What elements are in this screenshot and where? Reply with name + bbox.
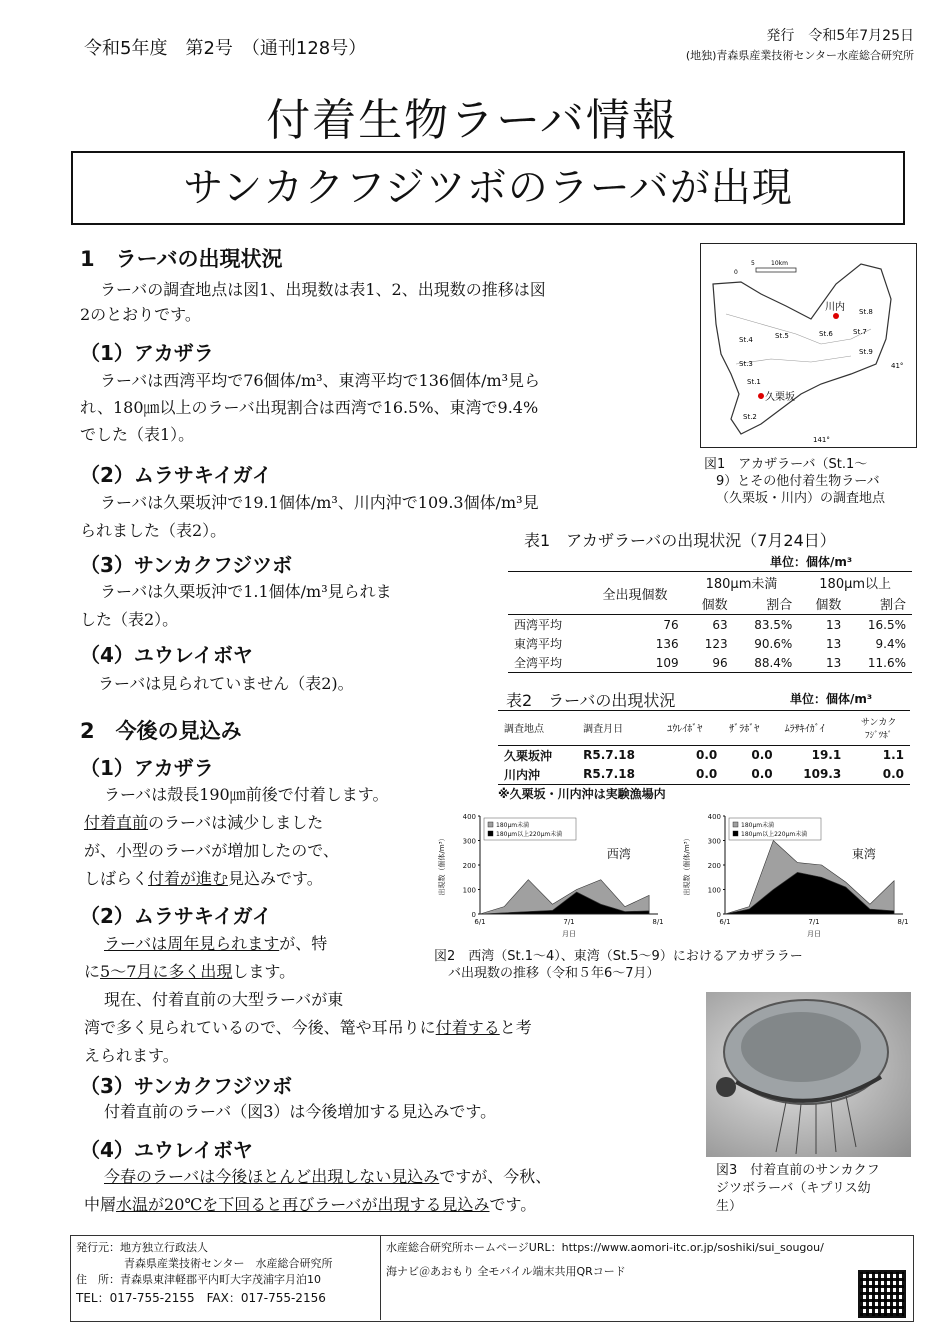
footer-links [386, 1240, 906, 1280]
cell: 83.5% [754, 617, 793, 632]
sec1-akazara-heading: （1）アカザラ [80, 341, 214, 365]
caption-line: 生） [716, 1199, 743, 1214]
y-tick-label: 400 [462, 813, 476, 821]
sec2-mussel-heading: （2）ムラサキイガイ [80, 904, 272, 928]
station-label: St.8 [859, 308, 873, 316]
x-tick-label: 6/1 [719, 918, 731, 926]
table-row [508, 615, 912, 635]
cell: 136 [655, 636, 679, 651]
footer-divider [380, 1235, 381, 1320]
y-tick-label: 200 [462, 862, 476, 870]
x-tick-label: 8/1 [652, 918, 664, 926]
station-label: St.3 [739, 360, 753, 368]
text-line [84, 1191, 704, 1219]
cell: 1.1 [882, 748, 904, 762]
legend-label: 180μm未満 [496, 822, 530, 829]
legend-swatch [733, 831, 738, 836]
col-header: ﾕｳﾚｲﾎﾞﾔ [667, 724, 703, 736]
underlined-text: 今春のラーバは今後ほとんど出現しない見込み [104, 1167, 440, 1186]
caption-line: 9）とその他付着生物ラーバ [716, 474, 880, 489]
station-label: St.9 [859, 348, 873, 356]
col-count: 個数 [701, 598, 728, 613]
legend-swatch [488, 831, 493, 836]
y-tick-label: 100 [707, 886, 721, 895]
underlined-text: 付着する [435, 1018, 500, 1037]
text-line [84, 809, 484, 837]
cell: 19.1 [811, 748, 842, 762]
table-2-grid [498, 711, 910, 784]
cell: 76 [663, 617, 679, 632]
cell: 13 [826, 636, 842, 651]
col-ratio: 割合 [766, 598, 793, 613]
text-span: です。 [489, 1195, 537, 1214]
footer-line: 発行元：地方独立行政法人 [76, 1241, 208, 1254]
footer-line: TEL：017-755-2155 FAX：017-755-2156 [76, 1291, 326, 1305]
table-1 [508, 571, 912, 673]
cell: 久栗坂沖 [504, 748, 553, 763]
sec1-barnacle-text [80, 578, 500, 634]
caption-line: ジツボラーバ（キプリス幼 [716, 1181, 871, 1196]
kawauchi-marker [833, 313, 839, 319]
text-span: に [84, 962, 101, 981]
footer-line: 青森県産業技術センター 水産総合研究所 [124, 1257, 333, 1270]
x-tick-label: 7/1 [563, 918, 575, 926]
y-tick-label: 0 [716, 911, 721, 919]
text-span: 見込みです。 [228, 869, 323, 888]
station-label: St.7 [853, 328, 867, 336]
y-tick-label: 200 [707, 862, 721, 870]
cell: 0.0 [751, 748, 773, 762]
sec1-mussel-heading: （2）ムラサキイガイ [80, 463, 272, 487]
sec2-akazara-text [84, 781, 484, 893]
figure-3-caption [716, 1162, 911, 1216]
place-label-kuriyazaka: 久栗坂 [765, 392, 795, 403]
x-axis-label: 月日 [562, 930, 576, 938]
col-header: ﾑﾗｻｷｲｶﾞｲ [784, 724, 825, 736]
publication-date: 発行 令和5年7月25日 [766, 28, 914, 44]
kuriyazaka-marker [758, 393, 764, 399]
longitude-label: 141° [813, 436, 830, 444]
cell: 0.0 [695, 767, 718, 781]
sec2-barnacle-text: 付着直前のラーバ（図3）は今後増加する見込みです。 [104, 1102, 497, 1121]
text-span: 中層 [84, 1195, 117, 1214]
table-2-title: 表2 ラーバの出現状況 [506, 691, 676, 710]
intro-line-2: 2のとおりです。 [80, 305, 201, 324]
caption-line: バ出現数の推移（令和５年6～7月） [448, 966, 660, 981]
cell: 109 [655, 655, 679, 670]
latitude-label: 41° [891, 362, 904, 370]
row-label: 全湾平均 [514, 656, 563, 670]
qr-label: 海ナビ＠あおもり 全モバイル端末共用QRコード [386, 1265, 626, 1278]
col-large: 180μm以上 [819, 577, 892, 592]
underlined-text: 5～7月に多く出現 [100, 962, 233, 981]
chart-title: 西湾 [606, 847, 631, 861]
table-row [508, 634, 912, 653]
cell: R5.7.18 [583, 748, 635, 762]
text-span: のラーバは減少しました [148, 813, 324, 832]
cell: 9.4% [875, 636, 906, 651]
caption-line: 図2 西湾（St.1～4）、東湾（St.5～9）におけるアカザララー [434, 949, 803, 964]
col-header: ｻﾞﾗﾎﾞﾔ [729, 724, 760, 736]
text-line: した（表2）。 [80, 610, 179, 629]
cell: 123 [704, 636, 728, 651]
cell: R5.7.18 [583, 767, 635, 781]
table-1-grid [508, 572, 912, 672]
station-label: St.2 [743, 413, 757, 421]
y-tick-label: 400 [707, 813, 721, 821]
cell: 0.0 [751, 767, 773, 781]
col-ratio: 割合 [879, 598, 906, 613]
table-row [498, 745, 910, 765]
caption-line: 図3 付着直前のサンカクフ [716, 1163, 880, 1178]
figure-1-map [700, 243, 917, 448]
col-header: サンカク ﾌｼﾞﾂﾎﾞ [860, 717, 897, 741]
col-small: 180μm未満 [705, 577, 778, 592]
table-1-unit: 単位：個体/m³ [770, 555, 853, 569]
chart-east-bay [675, 808, 915, 943]
text-line: ラーバは久栗坂沖で1.1個体/m³見られま [100, 582, 392, 601]
table-subheader-row [508, 593, 912, 615]
cell: 13 [826, 655, 842, 670]
col-total: 全出現個数 [602, 587, 668, 603]
station-label: St.6 [819, 330, 833, 338]
footer-publisher [76, 1240, 333, 1306]
qr-code-icon[interactable] [858, 1270, 906, 1318]
figure-3-photo [706, 992, 911, 1157]
intro-line-1: ラーバの調査地点は図1、出現数は表1、2、出現数の推移は図 [100, 280, 546, 299]
text-span: と考 [499, 1018, 532, 1037]
cell: 0.0 [882, 767, 904, 781]
text-span: します。 [232, 962, 296, 981]
caption-line: （久栗坂・川内）の調査地点 [716, 491, 886, 506]
subtitle: サンカクフジツボのラーバが出現 [183, 165, 793, 211]
text-line: えられます。 [84, 1046, 179, 1065]
x-tick-label: 6/1 [474, 918, 486, 926]
caption-line: 図1 アカザラーバ（St.1～ [704, 457, 868, 472]
section-1-intro [80, 277, 700, 327]
sec2-ascidian-heading: （4）ユウレイボヤ [80, 1138, 253, 1162]
station-label: St.5 [775, 332, 789, 340]
underlined-text: 水温が20℃を下回ると再びラーバが出現する見込み [116, 1195, 490, 1214]
x-tick-label: 7/1 [808, 918, 820, 926]
row-label: 西湾平均 [514, 618, 563, 632]
text-line: 現在、付着直前の大型ラーバが東 [104, 990, 344, 1009]
table-header-row [498, 711, 910, 745]
cypris-larva-image [706, 992, 911, 1157]
text-line [84, 865, 484, 893]
publication-info [686, 26, 914, 66]
cell: 16.5% [867, 617, 906, 632]
text-line: ラーバは殻長190㎛前後で付着します。 [104, 785, 389, 804]
figure-2-caption [434, 948, 914, 982]
place-label-kawauchi: 川内 [825, 302, 845, 313]
legend-label: 180μm以上220μm未満 [496, 831, 563, 838]
cell: 109.3 [803, 767, 842, 781]
cell: 90.6% [754, 636, 793, 651]
subtitle-box [71, 151, 905, 225]
figure-1-caption [704, 456, 919, 507]
table-row [498, 765, 910, 784]
col-count: 個数 [815, 598, 842, 613]
scale-label: 10km [771, 260, 788, 267]
text-span: 湾で多く見られているので、今後、篭や耳吊りに [84, 1018, 436, 1037]
footer-line: 住 所：青森県東津軽郡平内町大字茂浦字月泊10 [76, 1273, 321, 1286]
underlined-text: ラーバは周年見られます [104, 934, 280, 953]
table-2 [498, 710, 910, 785]
row-label: 東湾平均 [514, 637, 563, 651]
y-axis-label: 出現数（個体/m³） [683, 834, 691, 896]
sec2-ascidian-text [84, 1163, 704, 1219]
station-label: St.4 [739, 336, 753, 344]
issue-number: 令和5年度 第2号 （通刊128号） [84, 38, 367, 59]
text-line: れ、180㎛以上のラーバ出現割合は西湾で16.5%、東湾で9.4% [80, 398, 539, 417]
text-span: ですが、今秋、 [439, 1167, 552, 1186]
section-2-heading: 2 今後の見込み [80, 719, 242, 743]
sec1-ascidian-heading: （4）ユウレイボヤ [80, 643, 253, 667]
sec1-barnacle-heading: （3）サンカクフジツボ [80, 553, 293, 577]
text-span: が、特 [279, 934, 328, 953]
text-line: ラーバは西湾平均で76個体/m³、東湾平均で136個体/m³見ら [100, 371, 541, 390]
bay-map-graphic [701, 244, 916, 447]
col-header: 調査月日 [583, 724, 624, 736]
y-tick-label: 0 [471, 911, 476, 919]
x-tick-label: 8/1 [897, 918, 909, 926]
y-tick-label: 300 [462, 837, 476, 846]
scale-label: 5 [751, 260, 755, 267]
sec1-ascidian-text: ラーバは見られていません（表2)。 [98, 674, 354, 693]
table-2-unit: 単位：個体/m³ [790, 692, 873, 706]
text-line [84, 1163, 704, 1191]
legend-label: 180μm以上220μm未満 [741, 831, 808, 838]
scale-label: 0 [734, 269, 738, 276]
cell: 96 [712, 655, 728, 670]
y-tick-label: 100 [462, 886, 476, 895]
table-header-row [508, 572, 912, 593]
cell: 13 [826, 617, 842, 632]
cell: 11.6% [867, 655, 906, 670]
y-tick-label: 300 [707, 837, 721, 846]
page-title: 付着生物ラーバ情報 [266, 95, 678, 146]
legend-swatch [488, 822, 493, 827]
sec1-akazara-text [80, 367, 705, 448]
underlined-text: 付着が進む [148, 869, 229, 888]
text-span: しばらく [84, 869, 149, 888]
table-row [508, 653, 912, 672]
homepage-link[interactable]: 水産総合研究所ホームページURL：https://www.aomori-itc.or.jp/soshiki/sui_sougou/ [386, 1241, 824, 1254]
legend-swatch [733, 822, 738, 827]
col-header: 調査地点 [504, 724, 544, 736]
text-line: でした（表1）。 [80, 425, 195, 444]
section-1-heading: 1 ラーバの出現状況 [80, 247, 283, 271]
station-label: St.1 [747, 378, 761, 386]
y-axis-label: 出現数（個体/m³） [438, 834, 446, 896]
underlined-text: 付着直前 [84, 813, 149, 832]
x-axis-label: 月日 [807, 930, 821, 938]
sec2-barnacle-heading: （3）サンカクフジツボ [80, 1074, 293, 1098]
text-line [84, 1014, 704, 1042]
cell: 川内沖 [504, 767, 541, 782]
table-2-note: ※久栗坂・川内沖は実験漁場内 [498, 787, 666, 801]
series-area-large [725, 872, 894, 914]
table-1-title: 表1 アカザラーバの出現状況（7月24日） [524, 531, 836, 550]
cell: 88.4% [754, 655, 793, 670]
chart-title: 東湾 [851, 847, 876, 861]
text-line: が、小型のラーバが増加したので、 [84, 841, 339, 860]
publisher-org: (地独)青森県産業技術センター水産総合研究所 [685, 49, 914, 62]
cell: 0.0 [695, 748, 718, 762]
sec2-akazara-heading: （1）アカザラ [80, 756, 214, 780]
legend-label: 180μm未満 [741, 822, 775, 829]
cell: 63 [712, 617, 728, 632]
text-line: られました（表2）。 [80, 521, 227, 540]
chart-west-bay [430, 808, 670, 943]
text-line: ラーバは久栗坂沖で19.1個体/m³、川内沖で109.3個体/m³見 [100, 493, 539, 512]
